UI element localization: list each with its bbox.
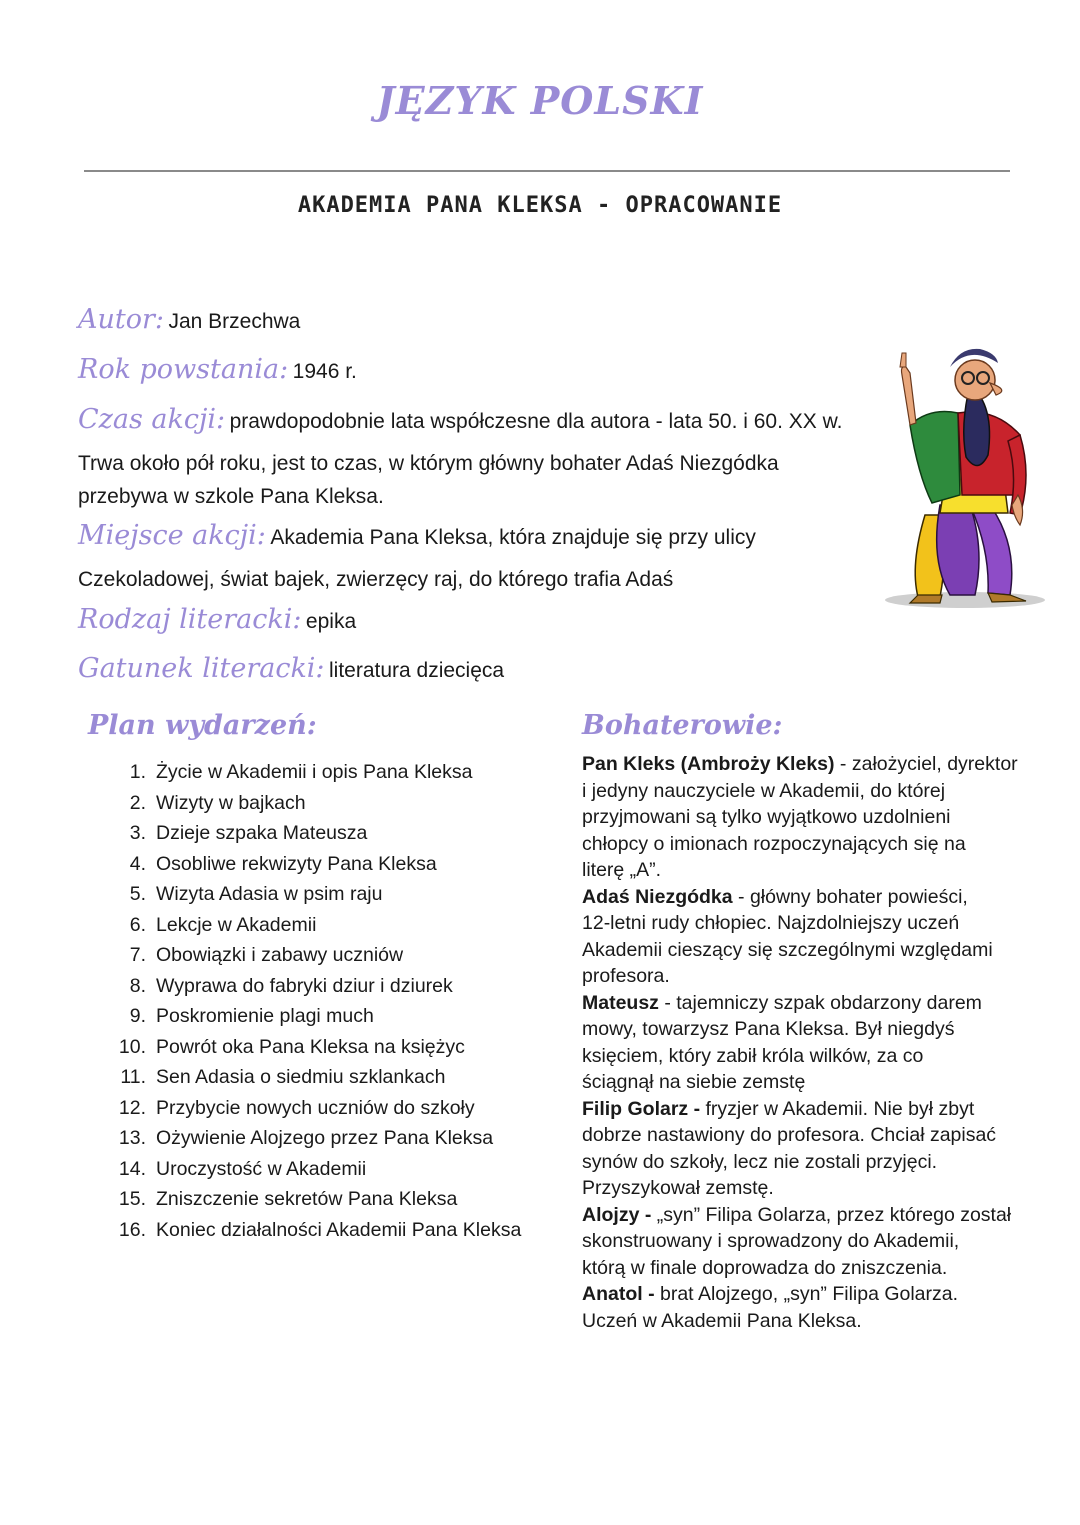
plan-list <box>116 757 521 1245</box>
list-item: 8. Wyprawa do fabryki dziur i dziurek <box>129 974 453 997</box>
time-extra-1: Trwa około pół roku, jest to czas, w którym główny bohater Adaś Niezgódka <box>78 452 779 475</box>
list-item: 2. Wizyty w bajkach <box>129 791 306 814</box>
list-item: 3. Dzieje szpaka Mateusza <box>129 822 368 844</box>
year-row <box>78 354 357 385</box>
genre-label: Gatunek literacki: <box>78 653 325 684</box>
year-label: Rok powstania: <box>78 354 289 385</box>
list-item: 15. Zniszczenie sekretów Pana Kleksa <box>118 1188 458 1210</box>
plan-heading: Plan wydarzeń: <box>88 710 317 741</box>
hero-entry-pan-kleks: Pan Kleks (Ambroży Kleks) - założyciel, dyrektor i jedyny nauczyciele w Akademii, do której przyjmowani są tylko wyjątkowo uzdolnieni chłopcy o imionach rozpoczynających się na literę „A”. <box>582 753 1018 881</box>
hero-entry-anatol: Anatol - brat Alojzego, „syn” Filipa Golarza. Uczeń w Akademii Pana Kleksa. <box>582 1283 959 1332</box>
hero-entry-alojzy: Alojzy - „syn” Filipa Golarza, przez którego został skonstruowany i sprowadzony do Akademii, którą w finale doprowadza do zniszczenia. <box>582 1203 1012 1279</box>
title-divider <box>84 170 1010 172</box>
document-subtitle: AKADEMIA PANA KLEKSA - OPRACOWANIE <box>297 193 783 218</box>
list-item: 16. Koniec działalności Akademii Pana Kleksa <box>118 1218 522 1241</box>
hero-entry-mateusz: Mateusz - tajemniczy szpak obdarzony darem mowy, towarzysz Pana Kleksa. Był niegdyś księciem, który zabił króla wilków, za co ściągnął na siebie zemstę <box>582 991 982 1093</box>
heroes-heading: Bohaterowie: <box>582 710 783 741</box>
kind-label: Rodzaj literacki: <box>78 604 302 635</box>
list-item: 6. Lekcje w Akademii <box>129 913 317 936</box>
time-label: Czas akcji: <box>78 404 226 435</box>
list-item: 11. Sen Adasia o siedmiu szklankach <box>120 1066 446 1088</box>
place-value: Akademia Pana Kleksa, która znajduje się przy ulicy <box>270 526 756 549</box>
author-value: Jan Brzechwa <box>168 310 301 333</box>
hero-entry-adas: Adaś Niezgódka - główny bohater powieści, 12-letni rudy chłopiec. Najzdolniejszy uczeń Akademii cieszący się szczególnymi względami profesora. <box>582 885 993 987</box>
hero-entry-filip-golarz: Filip Golarz - fryzjer w Akademii. Nie był zbyt dobrze nastawiony do profesora. Chciał zapisać synów do szkoły, lecz nie zostali przyjęci. Przyszykował zemstę. <box>582 1097 997 1199</box>
list-item: 10. Powrót oka Pana Kleksa na księżyc <box>118 1035 465 1058</box>
list-item: 12. Przybycie nowych uczniów do szkoły <box>118 1096 475 1119</box>
list-item: 5. Wizyta Adasia w psim raju <box>129 883 383 905</box>
list-item: 7. Obowiązki i zabawy uczniów <box>129 944 404 966</box>
list-item: 14. Uroczystość w Akademii <box>118 1157 367 1180</box>
list-item: 4. Osobliwe rekwizyty Pana Kleksa <box>129 852 437 875</box>
page-title: JĘZYK POLSKI <box>376 78 704 123</box>
time-row <box>78 404 842 435</box>
pan-kleks-illustration-icon <box>870 345 1050 615</box>
list-item: 1. Życie w Akademii i opis Pana Kleksa <box>129 761 473 783</box>
kind-value: epika <box>305 610 357 633</box>
year-value: 1946 r. <box>292 360 357 383</box>
list-item: 9. Poskromienie plagi much <box>129 1005 374 1027</box>
kind-row <box>78 604 356 635</box>
list-item: 13. Ożywienie Alojzego przez Pana Kleksa <box>118 1127 494 1149</box>
time-extra-2: przebywa w szkole Pana Kleksa. <box>78 485 384 508</box>
place-label: Miejsce akcji: <box>78 520 266 551</box>
heroes-section <box>582 751 1022 1334</box>
time-value: prawdopodobnie lata współczesne dla autora - lata 50. i 60. XX w. <box>229 410 843 433</box>
genre-value: literatura dziecięca <box>329 659 505 682</box>
genre-row <box>78 653 504 684</box>
place-extra-1: Czekoladowej, świat bajek, zwierzęcy raj, do którego trafia Adaś <box>78 568 674 591</box>
author-row <box>78 304 300 335</box>
place-row <box>78 520 756 551</box>
author-label: Autor: <box>78 304 164 335</box>
